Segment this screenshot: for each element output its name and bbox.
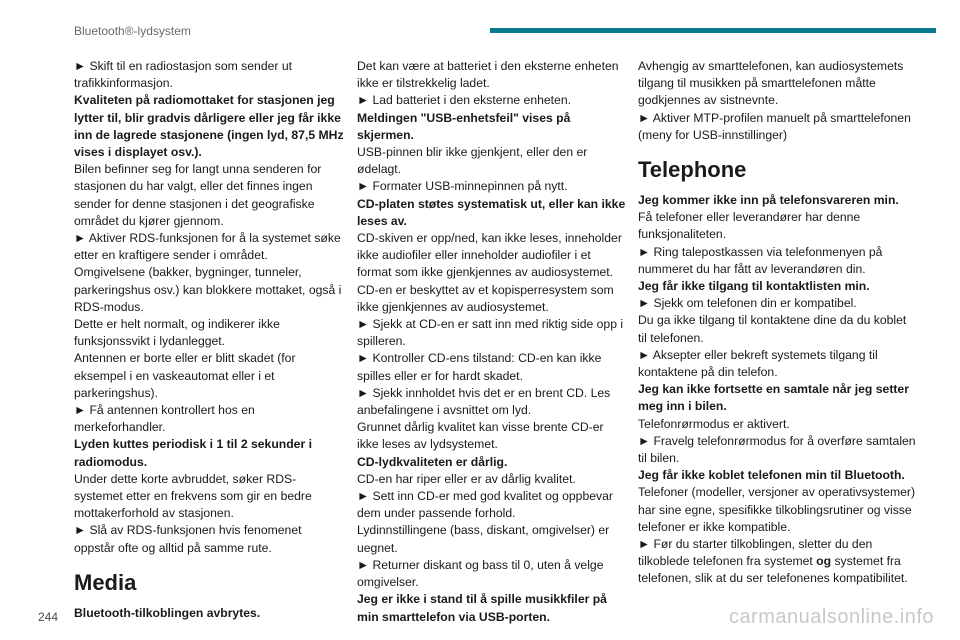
question-heading: Jeg får ikke tilgang til kontaktlisten min. — [638, 279, 870, 294]
paragraph: ► Fravelg telefonrørmodus for å overføre samtalen til bilen. — [638, 433, 916, 466]
paragraph-text: systemet fra telefonen, slik at du ser telefonenes kompatibilitet. — [638, 554, 908, 586]
paragraph: Grunnet dårlig kvalitet kan visse brente CD-er ikke leses av lydsystemet. — [357, 420, 604, 452]
paragraph: ► Skift til en radiostasjon som sender ut trafikkinformasjon. — [74, 59, 292, 91]
paragraph: CD-en har riper eller er av dårlig kvalitet. — [357, 471, 576, 486]
paragraph: Telefoner (modeller, versjoner av operativsystemer) har sine egne, spesifikke tilkoblingsrutiner og visse telefoner er ikke kompatible. — [638, 485, 916, 534]
paragraph: ► Aksepter eller bekreft systemets tilgang til kontaktene på din telefon. — [638, 347, 878, 380]
question-heading: Meldingen "USB-enhetsfeil" vises på skjermen. — [357, 110, 571, 142]
paragraph: Telefonrørmodus er aktivert. — [638, 416, 790, 431]
text-column-right — [638, 58, 918, 588]
paragraph: ► Aktiver RDS-funksjonen for å la systemet søke etter en kraftigere sender i området. — [74, 231, 341, 263]
question-heading: Jeg får ikke koblet telefonen min til Bluetooth. — [638, 468, 905, 483]
text-column-left — [74, 58, 344, 622]
page-number: 244 — [38, 610, 59, 624]
header-title: Bluetooth®-lydsystem — [74, 24, 191, 38]
text-column-middle — [357, 58, 627, 626]
section-heading: Media — [74, 569, 137, 595]
paragraph: ► Aktiver MTP-profilen manuelt på smarttelefonen (meny for USB-innstillinger) — [638, 110, 911, 142]
paragraph-text: ► Før du starter tilkoblingen, sletter du den tilkoblede telefonen fra systemet — [638, 537, 873, 569]
paragraph: ► Lad batteriet i den eksterne enheten. — [357, 93, 571, 108]
paragraph: Lydinnstillingene (bass, diskant, omgivelser) er uegnet. — [357, 523, 610, 555]
paragraph: ► Ring talepostkassen via telefonmenyen på nummeret du har fått av leverandøren din. — [638, 244, 883, 276]
paragraph: ► Sjekk at CD-en er satt inn med riktig side opp i spilleren. — [357, 317, 624, 349]
paragraph: Det kan være at batteriet i den eksterne enheten ikke er tilstrekkelig ladet. — [357, 59, 619, 91]
watermark: carmanualsonline.info — [728, 606, 934, 628]
paragraph: CD-skiven er opp/ned, kan ikke leses, inneholder ikke audiofiler eller inneholder audiofiler i et format som ikke gjenkjennes av audiosystemet. — [357, 231, 622, 280]
header-accent-bar — [490, 28, 936, 33]
paragraph: Avhengig av smarttelefonen, kan audiosystemets tilgang til musikken på smarttelefonen måtte godkjennes av sistnevnte. — [638, 59, 904, 108]
paragraph: USB-pinnen blir ikke gjenkjent, eller den er ødelagt. — [357, 145, 588, 177]
question-heading: Kvaliteten på radiomottaket for stasjonen jeg lytter til, blir gradvis dårligere eller jeg får ikke inn de lagrede stasjonene (ingen lyd, 87,5 MHz vises i displayet osv.). — [74, 93, 344, 160]
question-heading: Jeg kan ikke fortsette en samtale når jeg setter meg inn i bilen. — [638, 382, 909, 414]
question-heading: Jeg kommer ikke inn på telefonsvareren min. — [638, 193, 899, 208]
question-heading: Lyden kuttes periodisk i 1 til 2 sekunder i radiomodus. — [74, 437, 312, 469]
paragraph — [638, 536, 918, 588]
section-heading: Telephone — [638, 157, 747, 183]
paragraph: Omgivelsene (bakker, bygninger, tunneler, parkeringshus osv.) kan blokkere mottaket, også i RDS-modus. — [74, 265, 342, 314]
paragraph: ► Formater USB-minnepinnen på nytt. — [357, 179, 568, 194]
paragraph: ► Sett inn CD-er med god kvalitet og oppbevar dem under passende forhold. — [357, 489, 613, 521]
paragraph: ► Kontroller CD-ens tilstand: CD-en kan ikke spilles eller er for hardt skadet. — [357, 351, 602, 383]
question-heading: Bluetooth-tilkoblingen avbrytes. — [74, 605, 261, 620]
paragraph: Du ga ikke tilgang til kontaktene dine da du koblet til telefonen. — [638, 313, 907, 345]
question-heading: CD-lydkvaliteten er dårlig. — [357, 454, 508, 469]
paragraph: Bilen befinner seg for langt unna senderen for stasjonen du har valgt, eller det finnes ingen sender for denne stasjonen i det geografiske området du kjører gjennom. — [74, 162, 322, 228]
paragraph: ► Sjekk innholdet hvis det er en brent CD. Les anbefalingene i avsnittet om lyd. — [357, 385, 611, 418]
paragraph: CD-en er beskyttet av et kopisperresystem som ikke gjenkjennes av audiosystemet. — [357, 282, 614, 314]
paragraph: Dette er helt normalt, og indikerer ikke funksjonssvikt i lydanlegget. — [74, 317, 280, 349]
paragraph: Under dette korte avbruddet, søker RDS-systemet etter en frekvens som gir en bedre mottakerforhold av stasjonen. — [74, 471, 312, 521]
paragraph: Antennen er borte eller er blitt skadet (for eksempel i en vaskeautomat eller i et parkeringshus). — [74, 351, 296, 400]
emphasis-text: og — [816, 554, 832, 569]
paragraph: ► Slå av RDS-funksjonen hvis fenomenet oppstår ofte og alltid på samme rute. — [74, 523, 302, 555]
question-heading: Jeg er ikke i stand til å spille musikkfiler på min smarttelefon via USB-porten. — [357, 592, 607, 624]
paragraph: Få telefoner eller leverandører har denne funksjonaliteten. — [638, 210, 861, 242]
question-heading: CD-platen støtes systematisk ut, eller kan ikke leses av. — [357, 196, 626, 228]
paragraph: ► Sjekk om telefonen din er kompatibel. — [638, 296, 857, 311]
paragraph: ► Returner diskant og bass til 0, uten å velge omgivelser. — [357, 557, 604, 590]
paragraph: ► Få antennen kontrollert hos en merkeforhandler. — [74, 403, 255, 435]
